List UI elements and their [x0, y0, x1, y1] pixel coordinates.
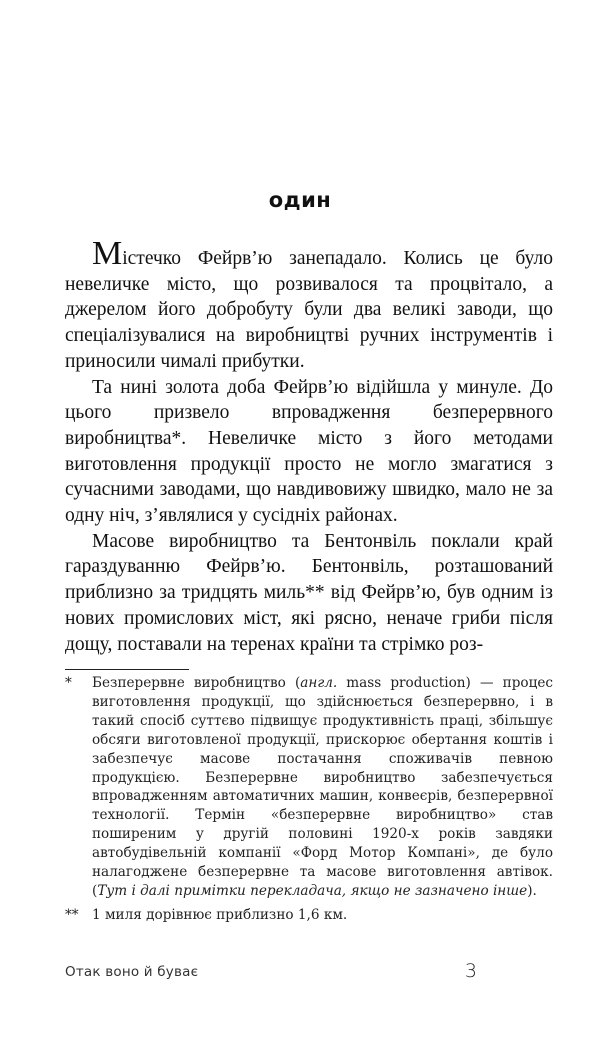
footnote-2	[65, 906, 553, 925]
footnote-1	[65, 674, 553, 901]
paragraph-1-text: істечко Фейрв’ю занепадало. Колись це було невеличке місто, що розвивалося та процвітало, а джерелом його добробуту були два великі заводи, що спеціалізувалися на виробництві ручних інструментів і приносили чималі прибутки.	[65, 248, 553, 372]
chapter-title: один	[268, 188, 332, 212]
footnote-marker: **	[65, 906, 79, 923]
footnote-divider	[65, 669, 189, 670]
footnote-marker: *	[65, 675, 72, 691]
drop-cap: М	[92, 235, 123, 272]
paragraph-3: Масове виробництво та Бентонвіль поклали край гараздуванню Фейрв’ю. Бентонвіль, розташований приблизно за тридцять миль** від Фейрв’ю, був одним із нових промислових міст, які рясно, неначе гриби після дощу, поставали на теренах країни та стрімко роз-	[65, 530, 553, 655]
footnote-text: ).	[527, 882, 537, 899]
page-number: 3	[464, 960, 477, 982]
footnote-text: 1 миля дорівнює приблизно 1,6 км.	[92, 906, 348, 923]
footnote-italic: Тут і далі примітки перекладача, якщо не зазначено інше	[97, 882, 528, 899]
paragraph-1	[65, 235, 553, 375]
footnote-text: mass production) — процес виготовлення продукції, що здійснюється безперервно, і в такий спосіб суттєво підвищує продуктивність праці, збільшує обсяги виготовленої продукції, прискорює обертання коштів і забезпечує масове постачання споживачів певною продукцією. Безперервне виробництво забезпечується впровадженням автоматичних машин, конвеєрів, безперервної технології. Термін «безперервне виробництво» став поширеним у другій половині 1920-х років завдяки автобудівельній компанії «Форд Мотор Компані», де було налагоджене безперервне та масове виготовлення автівок. (	[92, 675, 553, 899]
running-footer-title: Отак воно й буває	[65, 964, 199, 980]
paragraph-2: Та нині золота доба Фейрв’ю відійшла у минуле. До цього призвело впровадження безперервного виробництва*. Невеличке місто з його методами виготовлення продукції просто не могло змагатися з сучасними заводами, що навдивовижу швидко, мало не за одну ніч, з’являлися у сусідніх районах.	[65, 376, 553, 527]
footnote-italic: англ.	[300, 675, 338, 691]
footnotes	[65, 674, 553, 930]
body-text	[65, 235, 553, 657]
footnote-text: Безперервне виробництво (	[92, 675, 301, 691]
